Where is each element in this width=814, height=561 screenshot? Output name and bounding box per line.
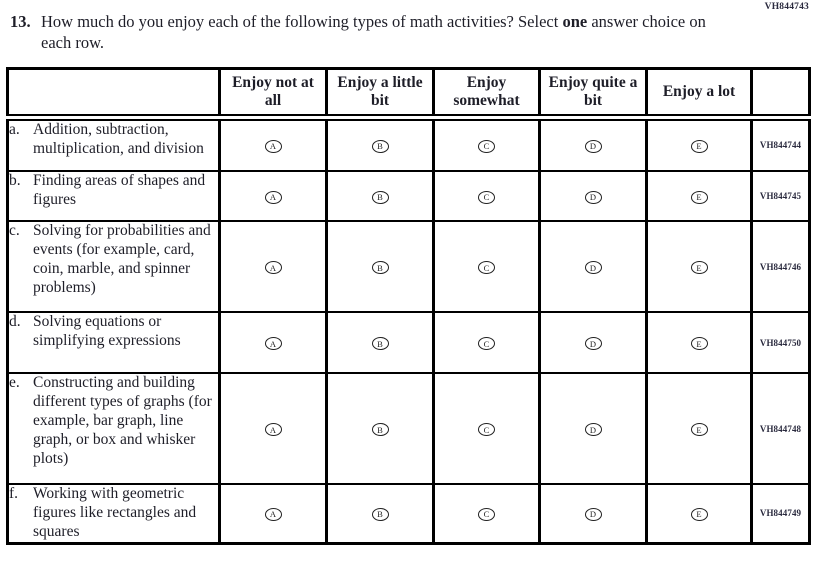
question-text bbox=[41, 11, 734, 53]
row-accession-code: VH844746 bbox=[752, 221, 810, 312]
answer-cell-d bbox=[540, 171, 647, 221]
question-text-start: How much do you enjoy each of the following types of math activities? Select bbox=[41, 12, 563, 31]
activity-label-cell bbox=[8, 171, 220, 221]
answer-cell-d bbox=[540, 117, 647, 171]
answer-bubble-a[interactable]: A bbox=[265, 191, 282, 204]
answer-cell-d bbox=[540, 221, 647, 312]
answer-bubble-b[interactable]: B bbox=[372, 508, 389, 521]
answer-bubble-d[interactable]: D bbox=[585, 423, 602, 436]
row-letter: d. bbox=[9, 313, 21, 331]
table-row bbox=[8, 171, 810, 221]
answer-cell-e bbox=[647, 221, 752, 312]
answer-bubble-e[interactable]: E bbox=[691, 191, 708, 204]
answer-bubble-a[interactable]: A bbox=[265, 337, 282, 350]
column-header-1: Enjoy not at all bbox=[220, 69, 327, 118]
row-letter: f. bbox=[9, 485, 19, 503]
question-number: 13. bbox=[10, 12, 31, 31]
activity-label-cell bbox=[8, 484, 220, 543]
answer-bubble-c[interactable]: C bbox=[478, 508, 495, 521]
answer-bubble-b[interactable]: B bbox=[372, 140, 389, 153]
answer-bubble-b[interactable]: B bbox=[372, 261, 389, 274]
answer-bubble-c[interactable]: C bbox=[478, 337, 495, 350]
answer-cell-d bbox=[540, 484, 647, 543]
answer-bubble-b[interactable]: B bbox=[372, 191, 389, 204]
row-accession-code: VH844748 bbox=[752, 373, 810, 484]
activity-label: Working with geometric figures like rectangles and squares bbox=[33, 485, 197, 540]
answer-cell-d bbox=[540, 312, 647, 373]
answer-cell-c bbox=[434, 373, 540, 484]
answer-bubble-e[interactable]: E bbox=[691, 261, 708, 274]
answer-cell-b bbox=[327, 221, 434, 312]
answer-cell-d bbox=[540, 373, 647, 484]
answer-bubble-a[interactable]: A bbox=[265, 261, 282, 274]
answer-bubble-e[interactable]: E bbox=[691, 508, 708, 521]
answer-cell-c bbox=[434, 171, 540, 221]
answer-bubble-c[interactable]: C bbox=[478, 423, 495, 436]
answer-bubble-e[interactable]: E bbox=[691, 337, 708, 350]
activity-label: Solving for probabilities and events (for example, card, coin, marble, and spinner problems) bbox=[33, 222, 211, 296]
header-row bbox=[8, 69, 810, 118]
column-header-4: Enjoy quite a bit bbox=[540, 69, 647, 118]
activity-label-cell bbox=[8, 312, 220, 373]
answer-cell-a bbox=[220, 171, 327, 221]
row-letter: b. bbox=[9, 172, 21, 190]
activity-label: Constructing and building different types of graphs (for example, bar graph, line graph, or box and whisker plots) bbox=[33, 374, 212, 467]
answer-cell-e bbox=[647, 484, 752, 543]
row-letter: c. bbox=[9, 222, 20, 240]
answer-bubble-d[interactable]: D bbox=[585, 191, 602, 204]
answer-bubble-e[interactable]: E bbox=[691, 140, 708, 153]
answer-cell-a bbox=[220, 484, 327, 543]
activity-label-cell bbox=[8, 373, 220, 484]
answer-cell-a bbox=[220, 221, 327, 312]
activities-matrix-table bbox=[6, 67, 811, 545]
answer-cell-c bbox=[434, 484, 540, 543]
answer-cell-c bbox=[434, 117, 540, 171]
answer-bubble-b[interactable]: B bbox=[372, 337, 389, 350]
answer-bubble-a[interactable]: A bbox=[265, 423, 282, 436]
row-accession-code: VH844750 bbox=[752, 312, 810, 373]
answer-bubble-d[interactable]: D bbox=[585, 337, 602, 350]
answer-cell-b bbox=[327, 117, 434, 171]
table-row bbox=[8, 312, 810, 373]
header-empty-label-col bbox=[8, 69, 220, 118]
answer-bubble-c[interactable]: C bbox=[478, 140, 495, 153]
table-row bbox=[8, 221, 810, 312]
table-row bbox=[8, 484, 810, 543]
question-text-end: answer choice on each row. bbox=[41, 12, 706, 53]
row-accession-code: VH844745 bbox=[752, 171, 810, 221]
answer-cell-a bbox=[220, 117, 327, 171]
answer-bubble-e[interactable]: E bbox=[691, 423, 708, 436]
answer-bubble-d[interactable]: D bbox=[585, 261, 602, 274]
answer-bubble-d[interactable]: D bbox=[585, 508, 602, 521]
answer-bubble-c[interactable]: C bbox=[478, 191, 495, 204]
answer-cell-b bbox=[327, 373, 434, 484]
column-header-2: Enjoy a little bit bbox=[327, 69, 434, 118]
answer-bubble-d[interactable]: D bbox=[585, 140, 602, 153]
answer-cell-e bbox=[647, 171, 752, 221]
answer-cell-c bbox=[434, 312, 540, 373]
header-empty-code-col bbox=[752, 69, 810, 118]
row-letter: a. bbox=[9, 120, 20, 138]
answer-cell-b bbox=[327, 312, 434, 373]
activity-label-cell bbox=[8, 221, 220, 312]
page-accession-code: VH844743 bbox=[764, 2, 809, 12]
answer-cell-e bbox=[647, 117, 752, 171]
question-bold-word: one bbox=[562, 12, 588, 31]
answer-bubble-c[interactable]: C bbox=[478, 261, 495, 274]
table-row bbox=[8, 373, 810, 484]
activity-label-cell bbox=[8, 117, 220, 171]
answer-cell-b bbox=[327, 484, 434, 543]
row-letter: e. bbox=[9, 374, 20, 392]
answer-cell-e bbox=[647, 312, 752, 373]
answer-cell-b bbox=[327, 171, 434, 221]
column-header-3: Enjoy somewhat bbox=[434, 69, 540, 118]
activity-label: Finding areas of shapes and figures bbox=[33, 172, 206, 209]
row-accession-code: VH844744 bbox=[752, 117, 810, 171]
question-block bbox=[10, 11, 734, 53]
activity-label: Addition, subtraction, multiplication, and division bbox=[33, 120, 204, 157]
column-header-5: Enjoy a lot bbox=[647, 69, 752, 118]
answer-cell-a bbox=[220, 373, 327, 484]
answer-bubble-b[interactable]: B bbox=[372, 423, 389, 436]
table-row bbox=[8, 117, 810, 171]
activity-label: Solving equations or simplifying expressions bbox=[33, 313, 181, 350]
answer-cell-a bbox=[220, 312, 327, 373]
answer-cell-c bbox=[434, 221, 540, 312]
row-accession-code: VH844749 bbox=[752, 484, 810, 543]
answer-bubble-a[interactable]: A bbox=[265, 508, 282, 521]
answer-cell-e bbox=[647, 373, 752, 484]
answer-bubble-a[interactable]: A bbox=[265, 140, 282, 153]
